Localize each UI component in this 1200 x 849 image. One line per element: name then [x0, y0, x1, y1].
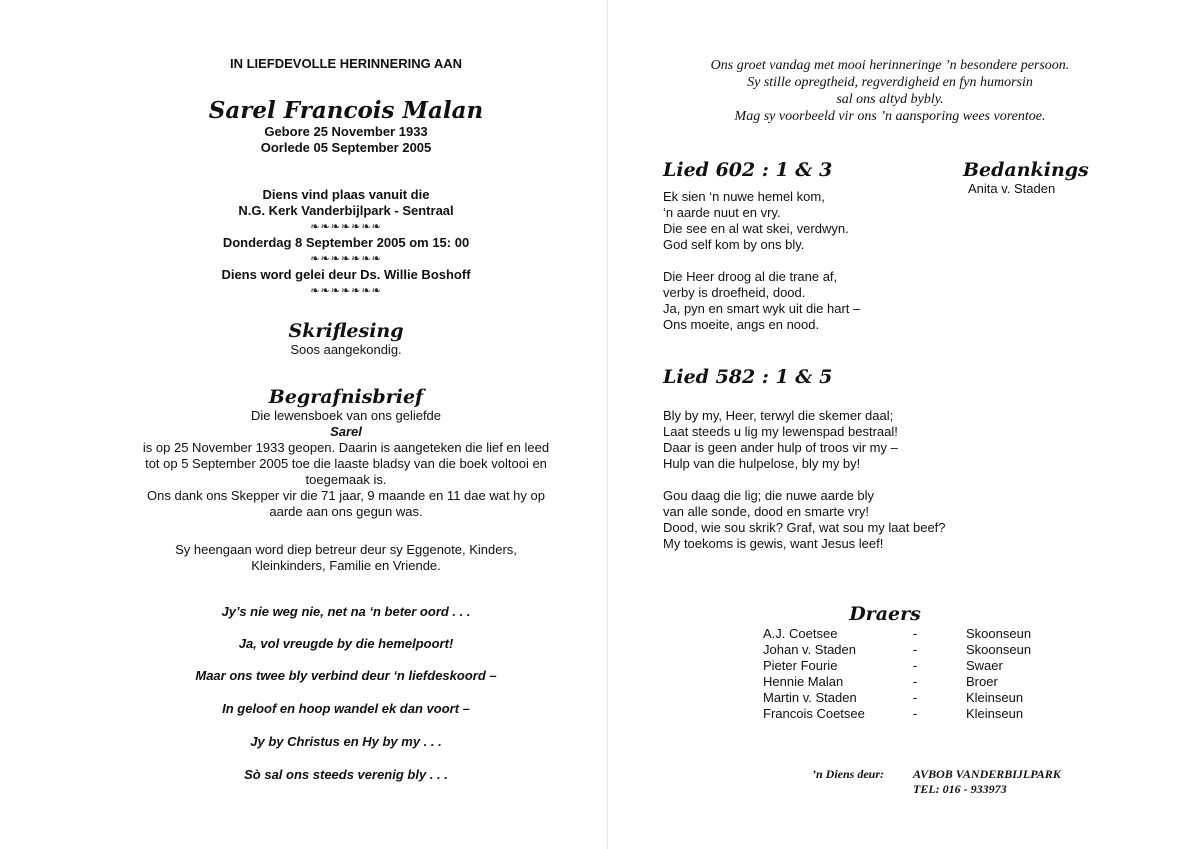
quote-line: Sy stille opregtheid, regverdigheid en fyn humorsin	[747, 75, 1033, 90]
draers-list	[763, 626, 1031, 722]
brief-line: Die lewensboek van ons geliefde	[250, 408, 442, 423]
separator-dash: -	[913, 658, 918, 673]
mourning-block	[96, 542, 596, 574]
bedankings-text: Anita v. Staden	[968, 181, 1056, 196]
service-block	[146, 187, 546, 299]
service-location-line1: Diens vind plaas vanuit die	[262, 187, 430, 202]
skriflesing-block	[146, 320, 546, 358]
mourning-line1: Sy heengaan word diep betreur deur sy Eggenote, Kinders,	[175, 542, 517, 557]
lied-582-title: Lied 582 : 1 & 5	[663, 366, 833, 388]
hymn-line: Ons moeite, angs en nood.	[663, 317, 820, 332]
hymn-line: verby is droefheid, dood.	[663, 285, 806, 300]
pallbearer-name: Francois Coetsee	[763, 706, 865, 721]
brief-line: Ons dank ons Skepper vir die 71 jaar, 9 maande en 11 dae wat hy op	[147, 488, 545, 503]
pallbearer-relation: Swaer	[966, 658, 1003, 673]
separator-dash: -	[913, 674, 918, 689]
hymn-line: Daar is geen ander hulp of troos vir my –	[663, 440, 898, 455]
pallbearer-relation: Kleinseun	[966, 706, 1024, 721]
poem-line: In geloof en hoop wandel ek dan voort –	[222, 701, 470, 716]
begrafnisbrief-title: Begrafnisbrief	[268, 386, 424, 408]
table-row	[763, 674, 1031, 690]
separator-dash: -	[913, 706, 918, 721]
hymn-line: Bly by my, Heer, terwyl die skemer daal;	[663, 408, 894, 423]
pallbearer-name: Hennie Malan	[763, 674, 844, 689]
service-date: Donderdag 8 September 2005 om 15: 00	[222, 235, 470, 250]
hymn-line: Laat steeds u lig my lewenspad bestraal!	[663, 424, 898, 439]
bedankings-title: Bedankings	[963, 159, 1089, 181]
lied-602-block	[663, 159, 860, 333]
pallbearer-relation: Skoonseun	[966, 626, 1032, 641]
hymn-line: van alle sonde, dood en smarte vry!	[663, 504, 869, 519]
begrafnisbrief-block	[96, 386, 596, 520]
hymn-line: ‘n aarde nuut en vry.	[663, 205, 781, 220]
lied-602-title: Lied 602 : 1 & 3	[663, 159, 833, 181]
lied-582-block	[663, 366, 946, 552]
hymn-line: My toekoms is gewis, want Jesus leef!	[663, 536, 884, 551]
table-row	[763, 690, 1031, 706]
hymn-line: Ek sien ‘n nuwe hemel kom,	[663, 189, 825, 204]
hymn-line: God self kom by ons bly.	[663, 237, 805, 252]
brief-line: is op 25 November 1933 geopen. Daarin is aangeteken die lief en leed	[142, 440, 550, 455]
skriflesing-text: Soos aangekondig.	[290, 342, 402, 357]
pallbearer-name: A.J. Coetsee	[763, 626, 838, 641]
poem-line: Jy’s nie weg nie, net na ‘n beter oord . . .	[221, 604, 471, 619]
funeral-company-block	[913, 767, 1061, 797]
brief-line-name: Sarel	[330, 424, 362, 439]
bedankings-block	[963, 159, 1089, 197]
separator-dash: -	[913, 642, 918, 657]
service-location-line2: N.G. Kerk Vanderbijlpark - Sentraal	[238, 203, 454, 218]
ornament-divider: ❧❧❧❧❧❧❧	[310, 253, 382, 265]
ornament-divider: ❧❧❧❧❧❧❧	[310, 221, 382, 233]
table-row	[763, 706, 1031, 722]
pallbearer-relation: Broer	[966, 674, 998, 689]
funeral-service-footer	[812, 767, 884, 782]
draers-heading	[760, 603, 1010, 625]
poem-line: Jy by Christus en Hy by my . . .	[250, 734, 442, 749]
hymn-line: Die see en al wat skei, verdwyn.	[663, 221, 849, 236]
poem-block	[96, 604, 596, 799]
mourning-line2: Kleinkinders, Familie en Vriende.	[251, 558, 441, 573]
deceased-block	[146, 97, 546, 156]
poem-line: Maar ons twee bly verbind deur ‘n liefdeskoord –	[195, 668, 497, 683]
footer-company: AVBOB VANDERBIJLPARK	[913, 767, 1061, 781]
brief-line: aarde aan ons gegun was.	[269, 504, 423, 519]
separator-dash: -	[913, 690, 918, 705]
pallbearer-name: Pieter Fourie	[763, 658, 838, 673]
deceased-name: Sarel Francois Malan	[208, 97, 484, 124]
tribute-quote	[640, 57, 1140, 125]
table-row	[763, 642, 1031, 658]
draers-title: Draers	[849, 603, 921, 625]
pallbearer-relation: Kleinseun	[966, 690, 1024, 705]
death-date: Oorlede 05 September 2005	[260, 140, 432, 155]
page-fold	[607, 0, 608, 849]
memorial-header: IN LIEFDEVOLLE HERINNERING AAN	[229, 56, 463, 71]
pallbearer-relation: Skoonseun	[966, 642, 1032, 657]
hymn-line: Dood, wie sou skrik? Graf, wat sou my laat beef?	[663, 520, 946, 535]
birth-date: Gebore 25 November 1933	[264, 124, 428, 139]
service-officiant: Diens word gelei deur Ds. Willie Boshoff	[221, 267, 471, 282]
table-row	[763, 626, 1031, 642]
ornament-divider: ❧❧❧❧❧❧❧	[310, 285, 382, 297]
hymn-line: Hulp van die hulpelose, bly my by!	[663, 456, 861, 471]
table-row	[763, 658, 1031, 674]
brief-line: tot op 5 September 2005 toe die laaste bladsy van die boek voltooi en	[145, 456, 547, 471]
quote-line: Mag sy voorbeeld vir ons ’n aansporing wees vorentoe.	[734, 109, 1046, 124]
separator-dash: -	[913, 626, 918, 641]
skriflesing-title: Skriflesing	[288, 320, 404, 342]
hymn-line: Gou daag die lig; die nuwe aarde bly	[663, 488, 875, 503]
poem-line: Sò sal ons steeds verenig bly . . .	[244, 767, 448, 782]
poem-line: Ja, vol vreugde by die hemelpoort!	[238, 636, 454, 651]
left-page	[146, 56, 546, 71]
quote-line: Ons groet vandag met mooi herinneringe ’n besondere persoon.	[710, 58, 1070, 73]
footer-telephone: TEL: 016 - 933973	[913, 782, 1007, 796]
quote-line: sal ons altyd bybly.	[836, 92, 944, 107]
pallbearer-name: Martin v. Staden	[763, 690, 857, 705]
brief-line: toegemaak is.	[305, 472, 387, 487]
pallbearer-name: Johan v. Staden	[763, 642, 856, 657]
footer-label: ’n Diens deur:	[812, 767, 885, 781]
hymn-line: Ja, pyn en smart wyk uit die hart –	[663, 301, 861, 316]
hymn-line: Die Heer droog al die trane af,	[663, 269, 838, 284]
